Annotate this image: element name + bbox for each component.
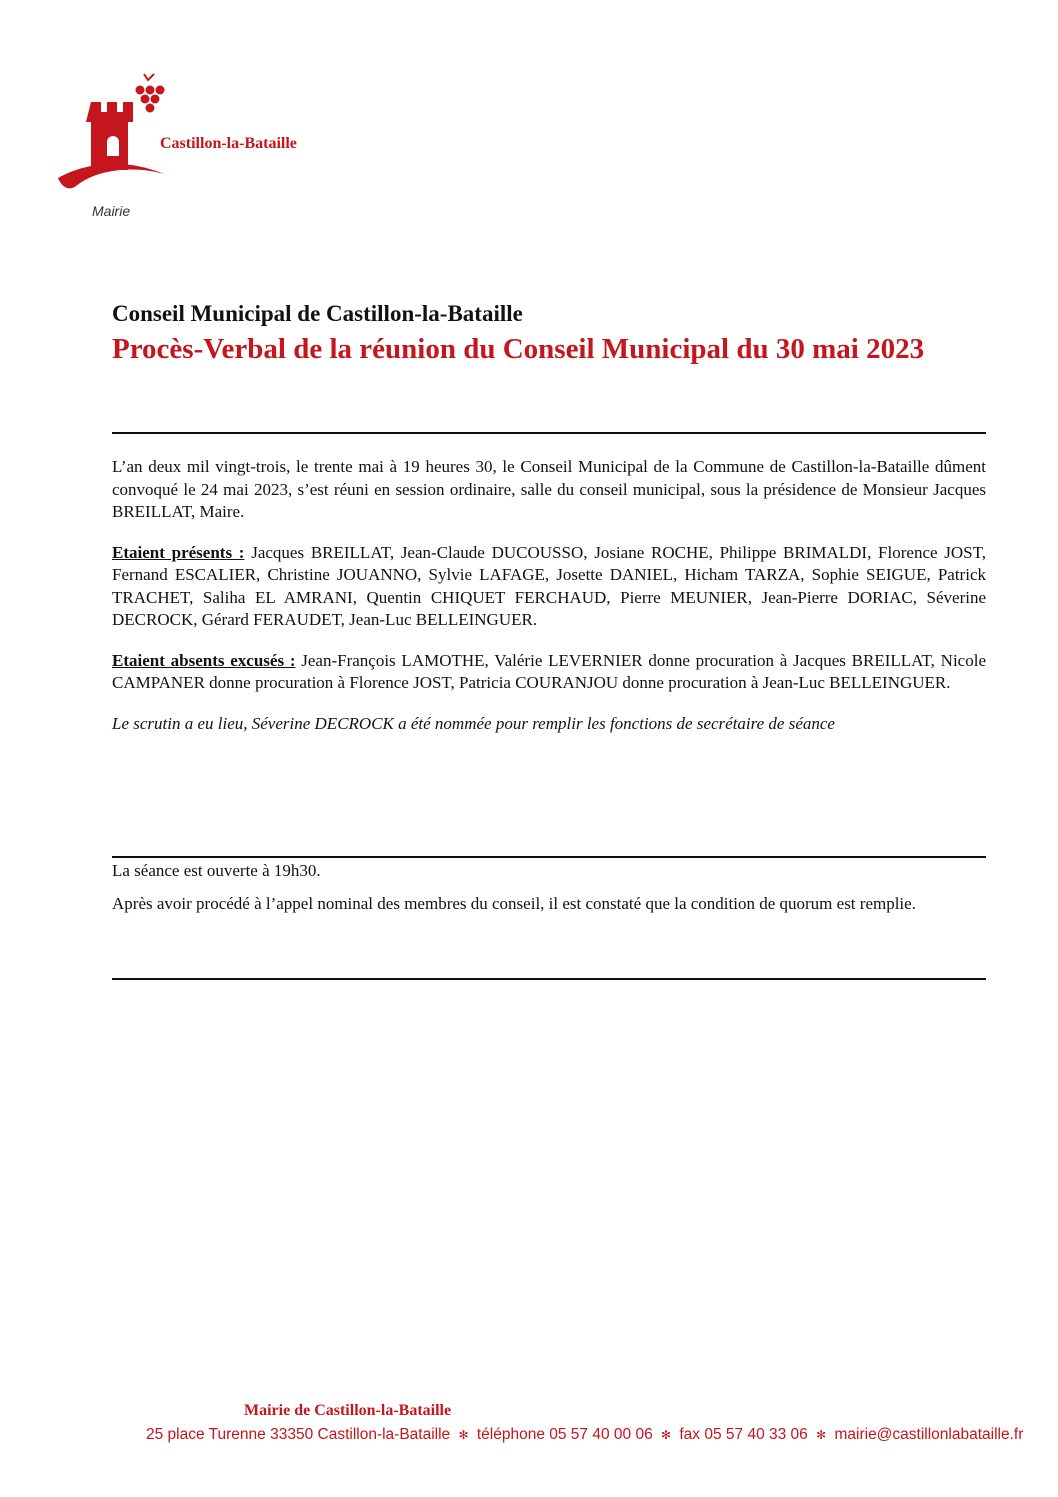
footer-fax: fax 05 57 40 33 06 (679, 1426, 808, 1443)
separator-icon: ✻ (661, 1428, 672, 1442)
session-opening: La séance est ouverte à 19h30. (112, 861, 321, 880)
divider (112, 978, 986, 980)
divider (112, 856, 986, 858)
page-title: Procès-Verbal de la réunion du Conseil Municipal du 30 mai 2023 (112, 333, 925, 365)
absent-paragraph (112, 650, 986, 695)
session-section (112, 860, 986, 925)
castle-tower-grapes-logo (56, 70, 166, 215)
town-logo (56, 70, 376, 230)
divider (112, 432, 986, 434)
council-title: Conseil Municipal de Castillon-la-Bataille (112, 301, 523, 326)
logo-town-name: Castillon-la-Bataille (160, 135, 297, 152)
absent-names: Jean-François LAMOTHE, Valérie LEVERNIER donne procuration à Jacques BREILLAT, Nicole CAMPANER donne procuration à Florence JOST, Patricia COURANJOU donne procuration à Jean-Luc BELLEINGUER. (112, 650, 986, 692)
quorum-paragraph: Après avoir procédé à l’appel nominal des membres du conseil, il est constaté que la condition de quorum est remplie. (112, 893, 916, 913)
separator-icon: ✻ (458, 1428, 469, 1442)
footer-address: 25 place Turenne 33350 Castillon-la-Bataille (146, 1426, 451, 1443)
logo-subtitle: Mairie (92, 203, 131, 219)
absent-label: Etaient absents excusés : (112, 650, 296, 670)
present-label: Etaient présents : (112, 542, 245, 562)
present-names: Jacques BREILLAT, Jean-Claude DUCOUSSO, Josiane ROCHE, Philippe BRIMALDI, Florence JOST, Fernand ESCALIER, Christine JOUANNO, Sylvie LAFAGE, Josette DANIEL, Hicham TARZA, Sophie SEIGUE, Patrick TRACHET, Saliha EL AMRANI, Quentin CHIQUET FERCHAUD, Pierre MEUNIER, Jean-Pierre DORIAC, Séverine DECROCK, Gérard FERAUDET, Jean-Luc BELLEINGUER. (112, 542, 986, 629)
present-paragraph (112, 542, 986, 632)
intro-paragraph: L’an deux mil vingt-trois, le trente mai à 19 heures 30, le Conseil Municipal de la Commune de Castillon-la-Bataille dûment convoqué le 24 mai 2023, s’est réuni en session ordinaire, salle du conseil municipal, sous la présidence de Monsieur Jacques BREILLAT, Maire. (112, 457, 986, 521)
separator-icon: ✻ (816, 1428, 827, 1442)
footer-phone: téléphone 05 57 40 00 06 (476, 1426, 653, 1443)
footer-email[interactable]: mairie@castillonlabataille.fr (834, 1426, 1024, 1443)
footer-org-name: Mairie de Castillon-la-Bataille (244, 1402, 452, 1419)
minutes-body (112, 456, 986, 753)
footer-contact (146, 1426, 1023, 1444)
secretary-paragraph: Le scrutin a eu lieu, Séverine DECROCK a été nommée pour remplir les fonctions de secrétaire de séance (112, 713, 835, 733)
document-header (112, 300, 986, 367)
